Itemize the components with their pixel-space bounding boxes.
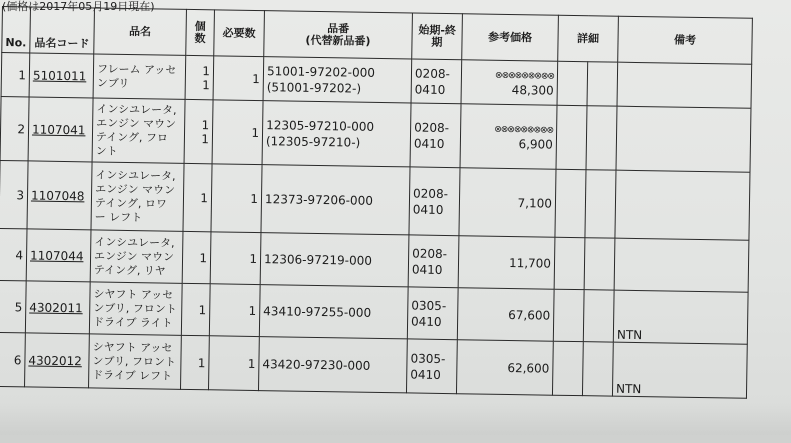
part-number [263, 57, 412, 103]
row-number: 4 [0, 228, 27, 280]
part-name-line: エンジン マウン [95, 181, 176, 197]
detail-cell-a [557, 61, 588, 105]
required-count: 1 [213, 56, 264, 101]
price-date-note: (価格は2017年05月19日現在) [2, 0, 155, 13]
period [407, 287, 458, 340]
header-period: 始期-終期 [412, 13, 463, 60]
quantity [181, 283, 210, 335]
detail-cell-b [583, 290, 614, 342]
part-code-link[interactable]: 1107041 [28, 97, 93, 162]
quantity [185, 55, 214, 99]
period-line: 0208- [414, 65, 450, 81]
detail-cell-a [552, 341, 583, 395]
period-line: 0208- [414, 119, 450, 135]
price-value: 11,700 [508, 255, 552, 271]
period [408, 235, 459, 288]
price-value: 62,600 [507, 360, 550, 376]
price-value: 7,100 [517, 195, 553, 211]
part-code-link[interactable]: 1107048 [27, 161, 92, 230]
required-count: 1 [210, 232, 261, 285]
part-name-line: ンブリ [96, 75, 130, 90]
part-name-line: ンブリ, フロント [92, 353, 177, 369]
price-value: 6,900 [518, 136, 554, 152]
period-line: 0410 [410, 366, 441, 382]
part-name-line: テイング, ロワ [94, 195, 168, 211]
price-mark: ⊗⊗⊗⊗⊗⊗⊗⊗⊗ [495, 70, 555, 82]
part-name-line: シヤフト アッセ [93, 286, 174, 302]
quantity-line: 1 [199, 250, 208, 265]
quantity-line: 1 [201, 117, 210, 132]
part-name-line: インシユレータ, [96, 101, 177, 117]
detail-cell-a [556, 105, 587, 169]
remarks-cell [615, 170, 750, 240]
part-number [258, 337, 407, 393]
remarks-cell: NTN [613, 290, 748, 344]
part-name-line: ー レフト [94, 209, 143, 224]
price-mark: ⊗⊗⊗⊗⊗⊗⊗⊗⊗ [494, 124, 554, 136]
detail-cell-b [585, 170, 616, 238]
detail-cell-b [584, 238, 615, 290]
period-line: 0410 [414, 81, 446, 97]
period [410, 103, 461, 168]
period-line: 0410 [412, 201, 444, 217]
table-row [0, 332, 747, 398]
period-line: 0208- [412, 245, 448, 261]
reference-price [460, 104, 557, 170]
part-name-line: ント [95, 143, 118, 158]
part-number-line: 43410-97255-000 [263, 303, 372, 320]
part-name-line: フレーム アッセ [96, 62, 177, 77]
quantity-line: 1 [202, 77, 210, 92]
reference-price [458, 236, 555, 290]
period-line: 0305- [410, 350, 446, 366]
remarks-cell [614, 238, 749, 292]
header-detail: 詳細 [558, 15, 619, 62]
part-name-line: ドライブ レフト [92, 367, 173, 383]
header-no: No. [2, 7, 31, 53]
detail-cell-b [582, 342, 613, 396]
header-required: 必要数 [214, 10, 265, 57]
part-number-line: (51001-97202-) [266, 79, 362, 96]
period [411, 59, 462, 104]
part-name-line: シヤフト アッセ [92, 339, 173, 355]
row-number: 3 [0, 160, 28, 228]
period-line: 0305- [411, 297, 447, 313]
remarks-cell: NTN [612, 342, 747, 398]
part-number [261, 165, 410, 235]
period-line: 0410 [410, 313, 442, 329]
row-number: 5 [0, 280, 26, 332]
quantity [181, 335, 210, 389]
part-number [262, 101, 411, 167]
remarks-cell [617, 62, 752, 108]
part-number [260, 233, 409, 287]
part-number [259, 285, 408, 339]
table-row [0, 160, 750, 240]
required-count: 1 [208, 336, 259, 391]
header-code: 品名コード [30, 7, 95, 54]
detail-cell-a [554, 237, 585, 289]
parts-sheet [0, 6, 753, 399]
period [409, 167, 460, 236]
quantity-line: 1 [197, 355, 206, 370]
part-name [92, 98, 185, 163]
part-code-link[interactable]: 5101011 [29, 53, 94, 98]
header-part-no [264, 11, 413, 59]
row-number: 2 [0, 96, 29, 160]
table-row [0, 96, 751, 172]
reference-price [461, 60, 558, 106]
part-number-line: (12305-97210-) [265, 133, 361, 150]
part-name-line: エンジン マウン [96, 115, 177, 131]
part-name [90, 230, 183, 283]
header-qty: 個数 [186, 9, 215, 55]
part-number-line: 12306-97219-000 [263, 251, 373, 268]
row-number: 6 [0, 332, 25, 386]
header-remarks: 備考 [618, 16, 753, 64]
period-line: 0208- [413, 185, 449, 201]
detail-cell-a [553, 289, 584, 341]
part-name [89, 334, 182, 389]
part-name-line: インシユレータ, [94, 234, 175, 250]
part-code-link[interactable]: 4302012 [25, 333, 90, 388]
part-number-line: 12305-97210-000 [266, 117, 375, 134]
part-name [93, 54, 186, 99]
quantity-line: 1 [198, 302, 207, 317]
part-name-line: ドライブ ライト [92, 314, 173, 330]
price-value: 48,300 [511, 82, 554, 98]
reference-price [459, 168, 556, 237]
part-number-line: 43420-97230-000 [262, 356, 371, 373]
header-part-no-sub: (代替新品番) [305, 33, 371, 48]
required-count: 1 [209, 284, 260, 337]
detail-cell-a [555, 169, 586, 237]
part-number-line: 12373-97206-000 [264, 191, 374, 208]
quantity [182, 231, 211, 283]
part-name-line: エンジン マウン [93, 248, 175, 264]
part-name-line: インシユレータ, [95, 167, 176, 183]
header-part-no-main: 品番 [327, 21, 350, 35]
quantity-line: 1 [200, 190, 209, 205]
part-name [89, 282, 182, 335]
quantity-line: 1 [201, 131, 210, 146]
required-count: 1 [211, 164, 262, 233]
row-number: 1 [1, 53, 30, 97]
part-name-line: テイング, フロ [95, 129, 169, 145]
parts-table [0, 6, 753, 399]
period [406, 339, 457, 394]
remarks-cell [616, 106, 751, 172]
required-count: 1 [212, 100, 263, 165]
quantity [184, 99, 213, 163]
paper-edge [0, 435, 791, 443]
period-line: 0410 [413, 135, 445, 151]
part-name [91, 162, 184, 231]
header-name: 品名 [94, 8, 187, 55]
header-price: 参考価格 [462, 14, 559, 62]
detail-cell-b [586, 106, 617, 170]
reference-price [456, 340, 553, 396]
part-name-line: テイング, リヤ [93, 262, 166, 278]
quantity [183, 163, 212, 231]
period-line: 0410 [411, 261, 443, 277]
quantity-line: 1 [202, 63, 211, 78]
detail-cell-b [587, 62, 618, 106]
part-number-line: 51001-97202-000 [266, 63, 376, 80]
part-name-line: ンブリ, フロント [93, 300, 177, 316]
part-code-link[interactable]: 4302011 [25, 281, 90, 334]
part-code-link[interactable]: 1107044 [26, 229, 91, 282]
price-value: 67,600 [508, 307, 551, 323]
reference-price [457, 288, 554, 342]
